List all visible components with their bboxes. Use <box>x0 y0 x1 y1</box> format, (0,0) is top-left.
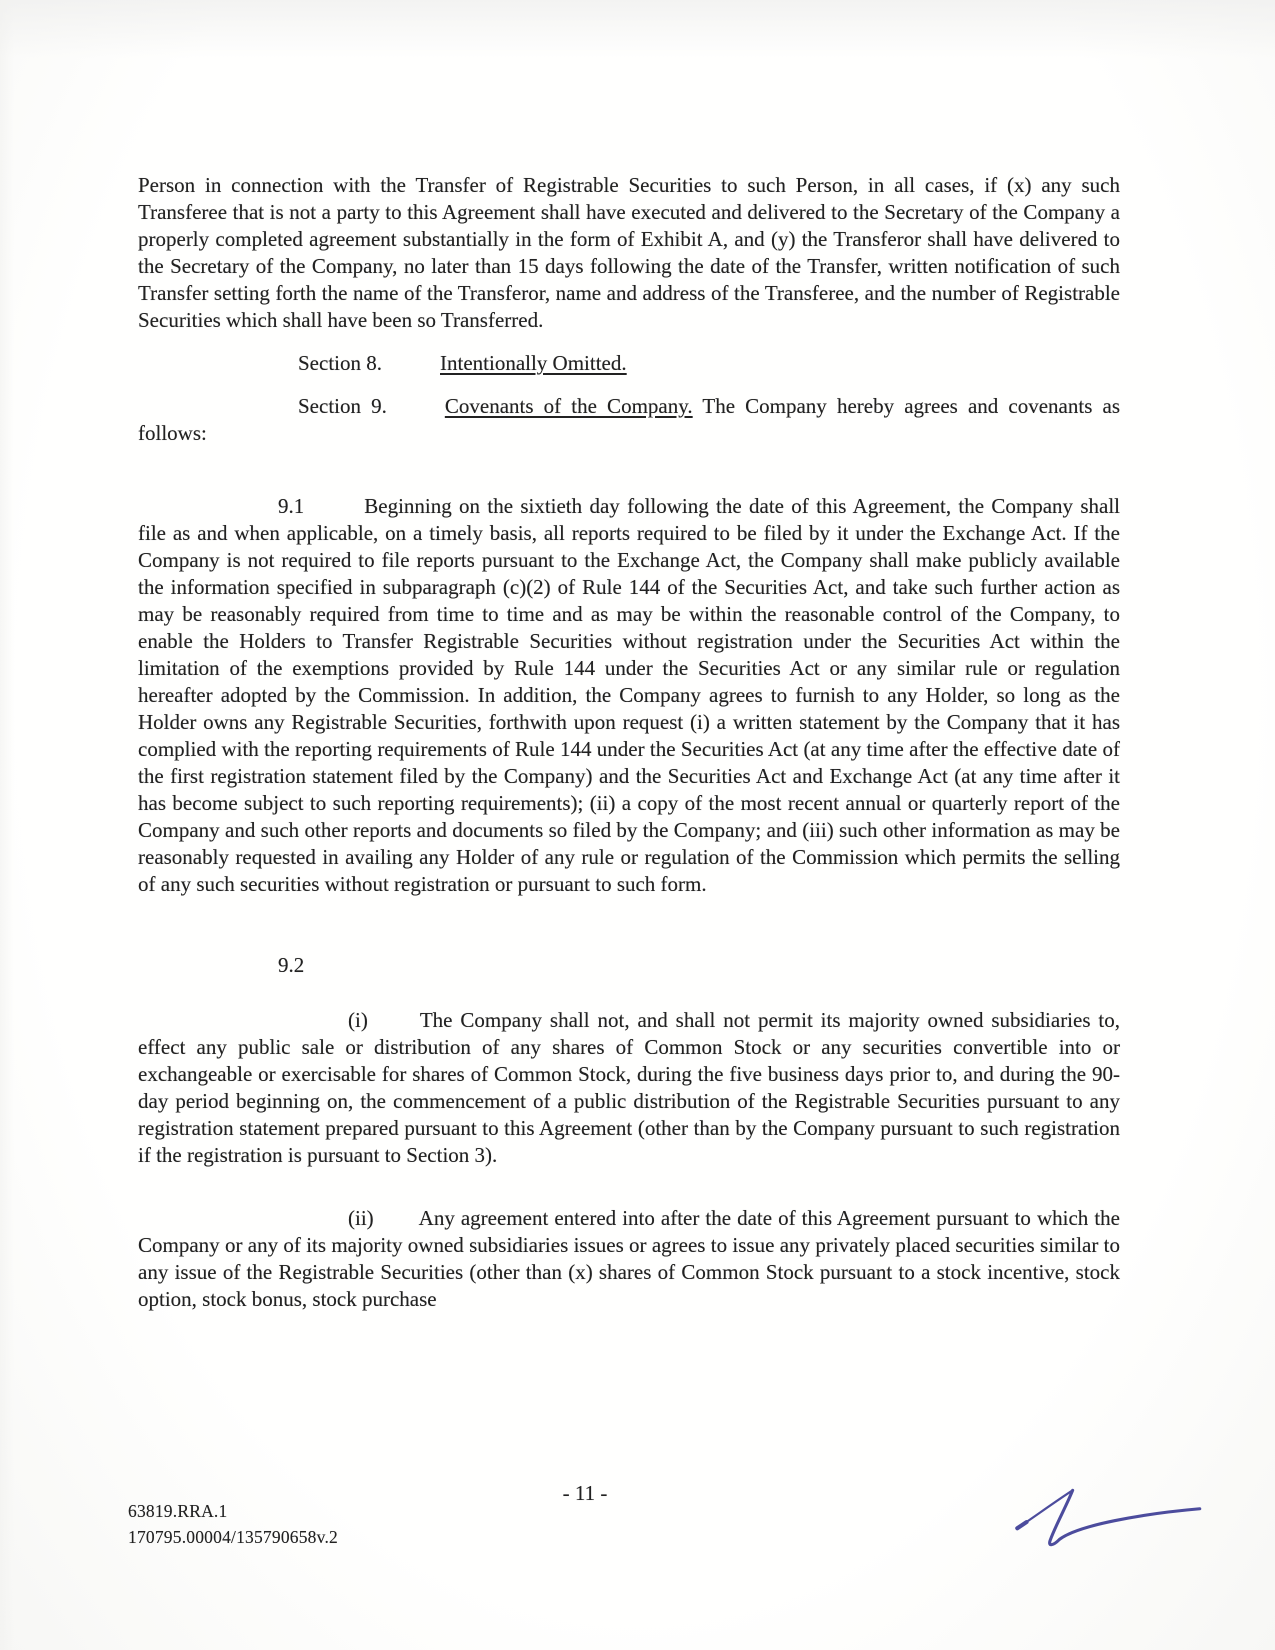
footer-doc-id-line2: 170795.00004/135790658v.2 <box>128 1527 338 1547</box>
paragraph-continuation: Person in connection with the Transfer of Registrable Securities to such Person, in all cases, if (x) any such Transferee that is not a party to this Agreement shall have executed and delivered to the Secretary of the Company a properly completed agreement substantially in the form of Exhibit A, and (y) the Transferor shall have delivered to the Secretary of the Company, no later than 15 days following the date of the Transfer, written notification of such Transfer setting forth the name of the Transferor, name and address of the Transferee, and the number of Registrable Securities which shall have been so Transferred. <box>138 173 1120 332</box>
clause-ii-label: (ii) <box>348 1206 374 1230</box>
footer-doc-id-line1: 63819.RRA.1 <box>128 1501 228 1521</box>
signature <box>1008 1477 1208 1559</box>
clause-i-label: (i) <box>348 1008 368 1032</box>
page-content <box>138 172 1120 1313</box>
section-9-paragraph <box>138 393 1120 447</box>
scan-artifact-top <box>0 0 1275 58</box>
section-9-title: Covenants of the Company. <box>444 394 693 418</box>
section-8-label: Section 8. <box>298 351 382 375</box>
clause-9-1-label: 9.1 <box>278 494 305 518</box>
clause-9-1-paragraph <box>138 493 1120 898</box>
footer-docket <box>128 1498 338 1550</box>
page-number: - 11 - <box>562 1481 608 1505</box>
signature-tip <box>1017 1522 1026 1528</box>
section-9-text: The Company hereby agrees and covenants as follows: <box>138 394 1120 445</box>
clause-9-1-text: Beginning on the sixtieth day following the date of this Agreement, the Company shall file as and when applicable, on a timely basis, all reports required to be filed by it under the Exchange Act. If the Company is not required to file reports pursuant to the Exchange Act, the Company shall make publicly available the information specified in subparagraph (c)(2) of Rule 144 of the Securities Act, and take such further action as may be reasonably required from time to time and as may be within the reasonable control of the Company, to enable the Holders to Transfer Registrable Securities without registration under the Securities Act within the limitation of the exemptions provided by Rule 144 under the Securities Act or any similar rule or regulation hereafter adopted by the Commission. In addition, the Company agrees to furnish to any Holder, so long as the Holder owns any Registrable Securities, forthwith upon request (i) a written statement by the Company that it has complied with the reporting requirements of Rule 144 under the Securities Act (at any time after the effective date of the first registration statement filed by the Company) and the Securities Act and Exchange Act (at any time after it has become subject to such reporting requirements); (ii) a copy of the most recent annual or quarterly report of the Company and such other reports and documents so filed by the Company; and (iii) such other information as may be reasonably requested in availing any Holder of any rule or regulation of the Commission which permits the selling of any such securities without registration or pursuant to such form. <box>138 494 1120 896</box>
section-9-label: Section 9. <box>298 394 387 418</box>
clause-ii-paragraph <box>138 1205 1120 1313</box>
section-8-heading <box>138 350 1120 377</box>
clause-i-paragraph <box>138 1007 1120 1169</box>
section-8-title: Intentionally Omitted. <box>440 351 627 375</box>
clause-i-text: The Company shall not, and shall not permit its majority owned subsidiaries to, effect any public sale or distribution of any shares of Common Stock or any securities convertible into or exchangeable or exercisable for shares of Common Stock, during the five business days prior to, and during the 90-day period beginning on, the commencement of a public distribution of the Registrable Securities pursuant to any registration statement prepared pursuant to this Agreement (other than by the Company pursuant to such registration if the registration is pursuant to Section 3). <box>138 1008 1120 1167</box>
clause-ii-text: Any agreement entered into after the date of this Agreement pursuant to which the Company or any of its majority owned subsidiaries issues or agrees to issue any privately placed securities similar to any issue of the Registrable Securities (other than (x) shares of Common Stock pursuant to a stock incentive, stock option, stock bonus, stock purchase <box>138 1206 1120 1311</box>
scan-artifact-left <box>0 0 14 1650</box>
clause-9-2-label <box>138 952 1120 979</box>
signature-stroke <box>1050 1490 1200 1544</box>
clause-9-2-number: 9.2 <box>278 953 305 977</box>
